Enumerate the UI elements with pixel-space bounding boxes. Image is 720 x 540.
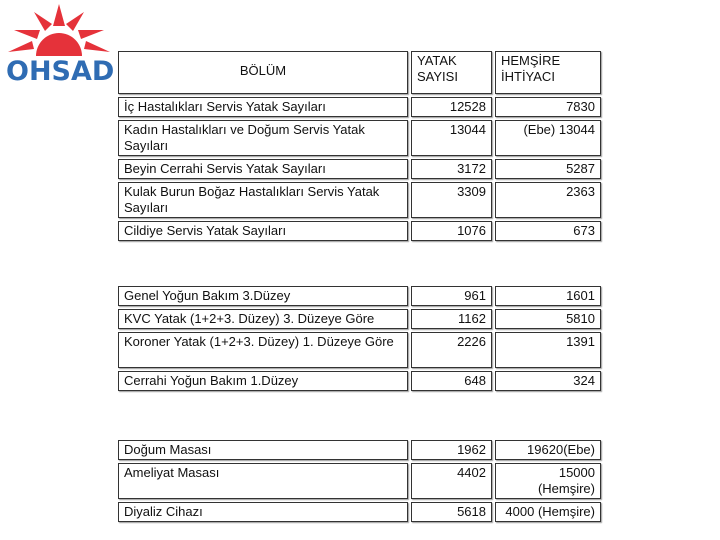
intensive-care-table bbox=[115, 283, 604, 394]
sun-icon bbox=[6, 4, 112, 64]
nurse-need-cell: 2363 bbox=[495, 182, 601, 218]
bed-count-cell: 13044 bbox=[411, 120, 492, 156]
bed-count-cell: 5618 bbox=[411, 502, 492, 522]
nurse-need-cell: 1601 bbox=[495, 286, 601, 306]
table-row bbox=[118, 159, 601, 179]
table-row bbox=[118, 332, 601, 368]
bed-count-cell: 4402 bbox=[411, 463, 492, 499]
bed-count-cell: 1962 bbox=[411, 440, 492, 460]
table-row bbox=[118, 463, 601, 499]
department-cell: Doğum Masası bbox=[118, 440, 408, 460]
section-2-body bbox=[118, 286, 601, 391]
table-row bbox=[118, 97, 601, 117]
table-row bbox=[118, 120, 601, 156]
section-3-body bbox=[118, 440, 601, 522]
bed-count-cell: 3309 bbox=[411, 182, 492, 218]
table-row bbox=[118, 182, 601, 218]
bed-count-cell: 3172 bbox=[411, 159, 492, 179]
bed-count-cell: 1076 bbox=[411, 221, 492, 241]
nurse-need-cell: 1391 bbox=[495, 332, 601, 368]
department-cell: İç Hastalıkları Servis Yatak Sayıları bbox=[118, 97, 408, 117]
nurse-need-cell: 5287 bbox=[495, 159, 601, 179]
nurse-need-cell: 4000 (Hemşire) bbox=[495, 502, 601, 522]
table-row bbox=[118, 221, 601, 241]
department-cell: Cerrahi Yoğun Bakım 1.Düzey bbox=[118, 371, 408, 391]
department-cell: Diyaliz Cihazı bbox=[118, 502, 408, 522]
department-cell: Beyin Cerrahi Servis Yatak Sayıları bbox=[118, 159, 408, 179]
header-department: BÖLÜM bbox=[118, 51, 408, 94]
bed-count-cell: 648 bbox=[411, 371, 492, 391]
department-cell: Koroner Yatak (1+2+3. Düzey) 1. Düzeye Göre bbox=[118, 332, 408, 368]
ohsad-logo bbox=[6, 4, 115, 90]
header-nurse-need: HEMŞİRE İHTİYACI bbox=[495, 51, 601, 94]
bed-count-cell: 961 bbox=[411, 286, 492, 306]
nurse-need-cell: 673 bbox=[495, 221, 601, 241]
equipment-table bbox=[115, 437, 604, 525]
department-cell: KVC Yatak (1+2+3. Düzey) 3. Düzeye Göre bbox=[118, 309, 408, 329]
table-row bbox=[118, 440, 601, 460]
inpatient-beds-table bbox=[115, 48, 604, 244]
department-cell: Ameliyat Masası bbox=[118, 463, 408, 499]
table-row bbox=[118, 309, 601, 329]
table-row bbox=[118, 371, 601, 391]
department-cell: Kulak Burun Boğaz Hastalıkları Servis Yatak Sayıları bbox=[118, 182, 408, 218]
header-bed-count: YATAK SAYISI bbox=[411, 51, 492, 94]
nurse-need-cell: 19620(Ebe) bbox=[495, 440, 601, 460]
bed-count-cell: 1162 bbox=[411, 309, 492, 329]
bed-count-cell: 2226 bbox=[411, 332, 492, 368]
section-1-body bbox=[118, 97, 601, 241]
logo-text: OHSAD bbox=[6, 56, 115, 87]
nurse-need-cell: 7830 bbox=[495, 97, 601, 117]
table-row bbox=[118, 502, 601, 522]
bed-count-cell: 12528 bbox=[411, 97, 492, 117]
nurse-need-cell: (Ebe) 13044 bbox=[495, 120, 601, 156]
department-cell: Genel Yoğun Bakım 3.Düzey bbox=[118, 286, 408, 306]
table-row bbox=[118, 286, 601, 306]
department-cell: Kadın Hastalıkları ve Doğum Servis Yatak Sayıları bbox=[118, 120, 408, 156]
nurse-need-cell: 324 bbox=[495, 371, 601, 391]
nurse-need-cell: 15000 (Hemşire) bbox=[495, 463, 601, 499]
header-row bbox=[118, 51, 601, 94]
department-cell: Cildiye Servis Yatak Sayıları bbox=[118, 221, 408, 241]
nurse-need-cell: 5810 bbox=[495, 309, 601, 329]
